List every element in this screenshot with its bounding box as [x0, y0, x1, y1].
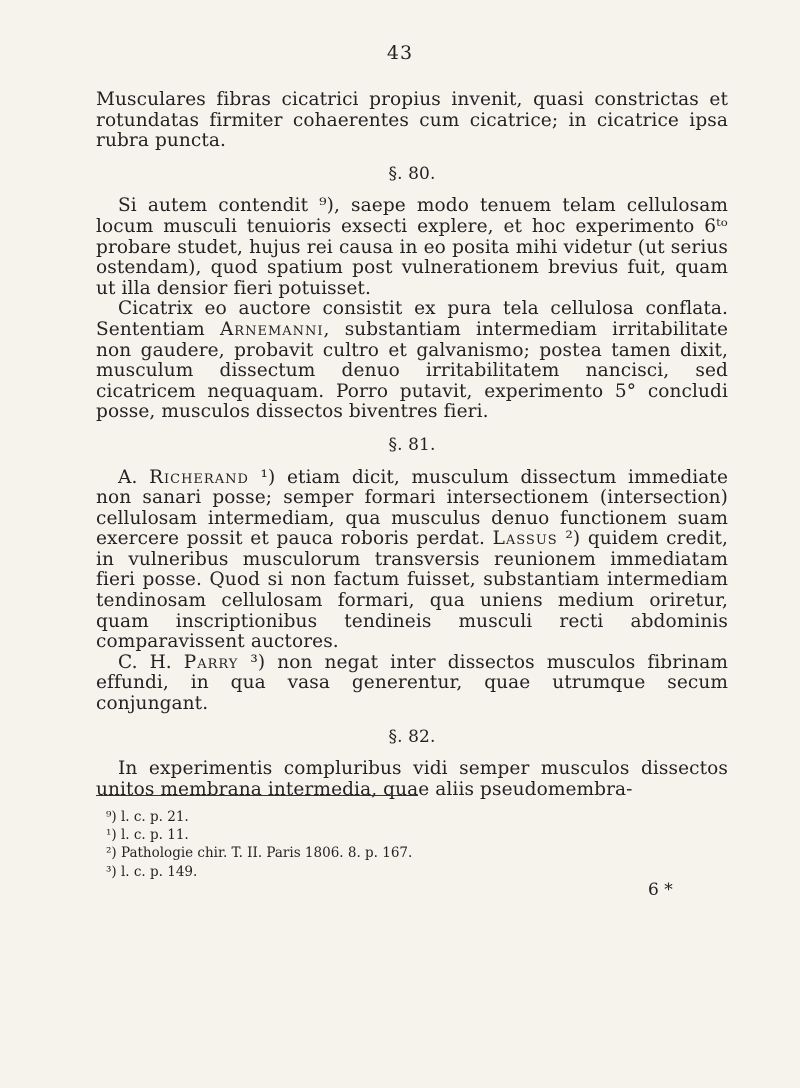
text-segment: Cicatrix eo auctore consistit ex pura tela cellulosa conflata. Sententiam [96, 298, 728, 340]
author-name: Parry [183, 651, 239, 673]
section-heading-81: §. 81. [388, 434, 436, 455]
section-heading-80: §. 80. [388, 163, 436, 184]
footnote: ²) Pathologie chir. T. II. Paris 1806. 8. p. 167. [106, 845, 413, 862]
footnote: ³) l. c. p. 149. [106, 863, 198, 880]
author-name: Richerand [149, 466, 249, 488]
text-segment: ³) non negat inter dissectos musculos fibrinam effundi, in qua vasa generentur, quae utrumque secum conjungant. [96, 651, 728, 715]
text-segment: C. H. [118, 651, 184, 673]
paragraph-80-2 [96, 299, 728, 423]
text-segment: , substantiam intermediam irritabilitate non gaudere, probavit cultro et galvanismo; postea tamen dixit, musculum dissectum denuo irritabilitatem nancisci, sed cicatricem nequaquam. Porro putavit, experimento 5° concludi posse, musculos dissectos biventres fieri. [96, 318, 728, 423]
signature-mark: 6 * [648, 880, 673, 900]
paragraph-80-1: Si autem contendit ⁹), saepe modo tenuem telam cellulosam locum musculi tenuioris exsecti explere, et hoc experimento 6ᵗᵒ probare studet, hujus rei causa in eo posita mihi videtur (ut serius ostendam), quod spatium post vulnerationem brevius fuit, quam ut illa densior fieri potuisset. [96, 195, 728, 299]
main-text [96, 90, 728, 800]
author-name: Arnemanni [219, 318, 324, 340]
paragraph-81-1 [96, 468, 728, 653]
footnote: ¹) l. c. p. 11. [106, 827, 189, 844]
paragraph-81-2 [96, 653, 728, 715]
text-segment: ¹) etiam dicit, musculum dissectum immediate non sanari posse; semper formari intersectionem (intersection) cellulosam intermediam, qua musculus denuo functionem suam exercere possit et pauca roboris perdat. [96, 466, 729, 550]
footnote: ⁹) l. c. p. 21. [106, 809, 189, 825]
section-heading-82: §. 82. [388, 726, 436, 747]
footnotes [106, 808, 666, 881]
text-segment: A. [118, 466, 150, 488]
text-segment: ²) quidem credit, in vulneribus musculorum transversis reunionem immediatam fieri posse. Quod si non factum fuisset, substantiam intermediam tendinosam cellulosam formari, qua uniens medium oriretur, quam inscriptionibus tendineis musculi recti abdominis comparavissent auctores. [96, 528, 729, 653]
paragraph-82-1: In experimentis compluribus vidi semper musculos dissectos unitos membrana intermedia, quae aliis pseudomembra- [96, 758, 728, 800]
page-number: 43 [386, 42, 414, 64]
author-name: Lassus [492, 528, 558, 550]
footnote-divider [96, 795, 418, 796]
paragraph-intro: Musculares fibras cicatrici propius invenit, quasi constrictas et rotundatas firmiter cohaerentes cum cicatrice; in cicatrice ipsa rubra puncta. [96, 89, 728, 152]
